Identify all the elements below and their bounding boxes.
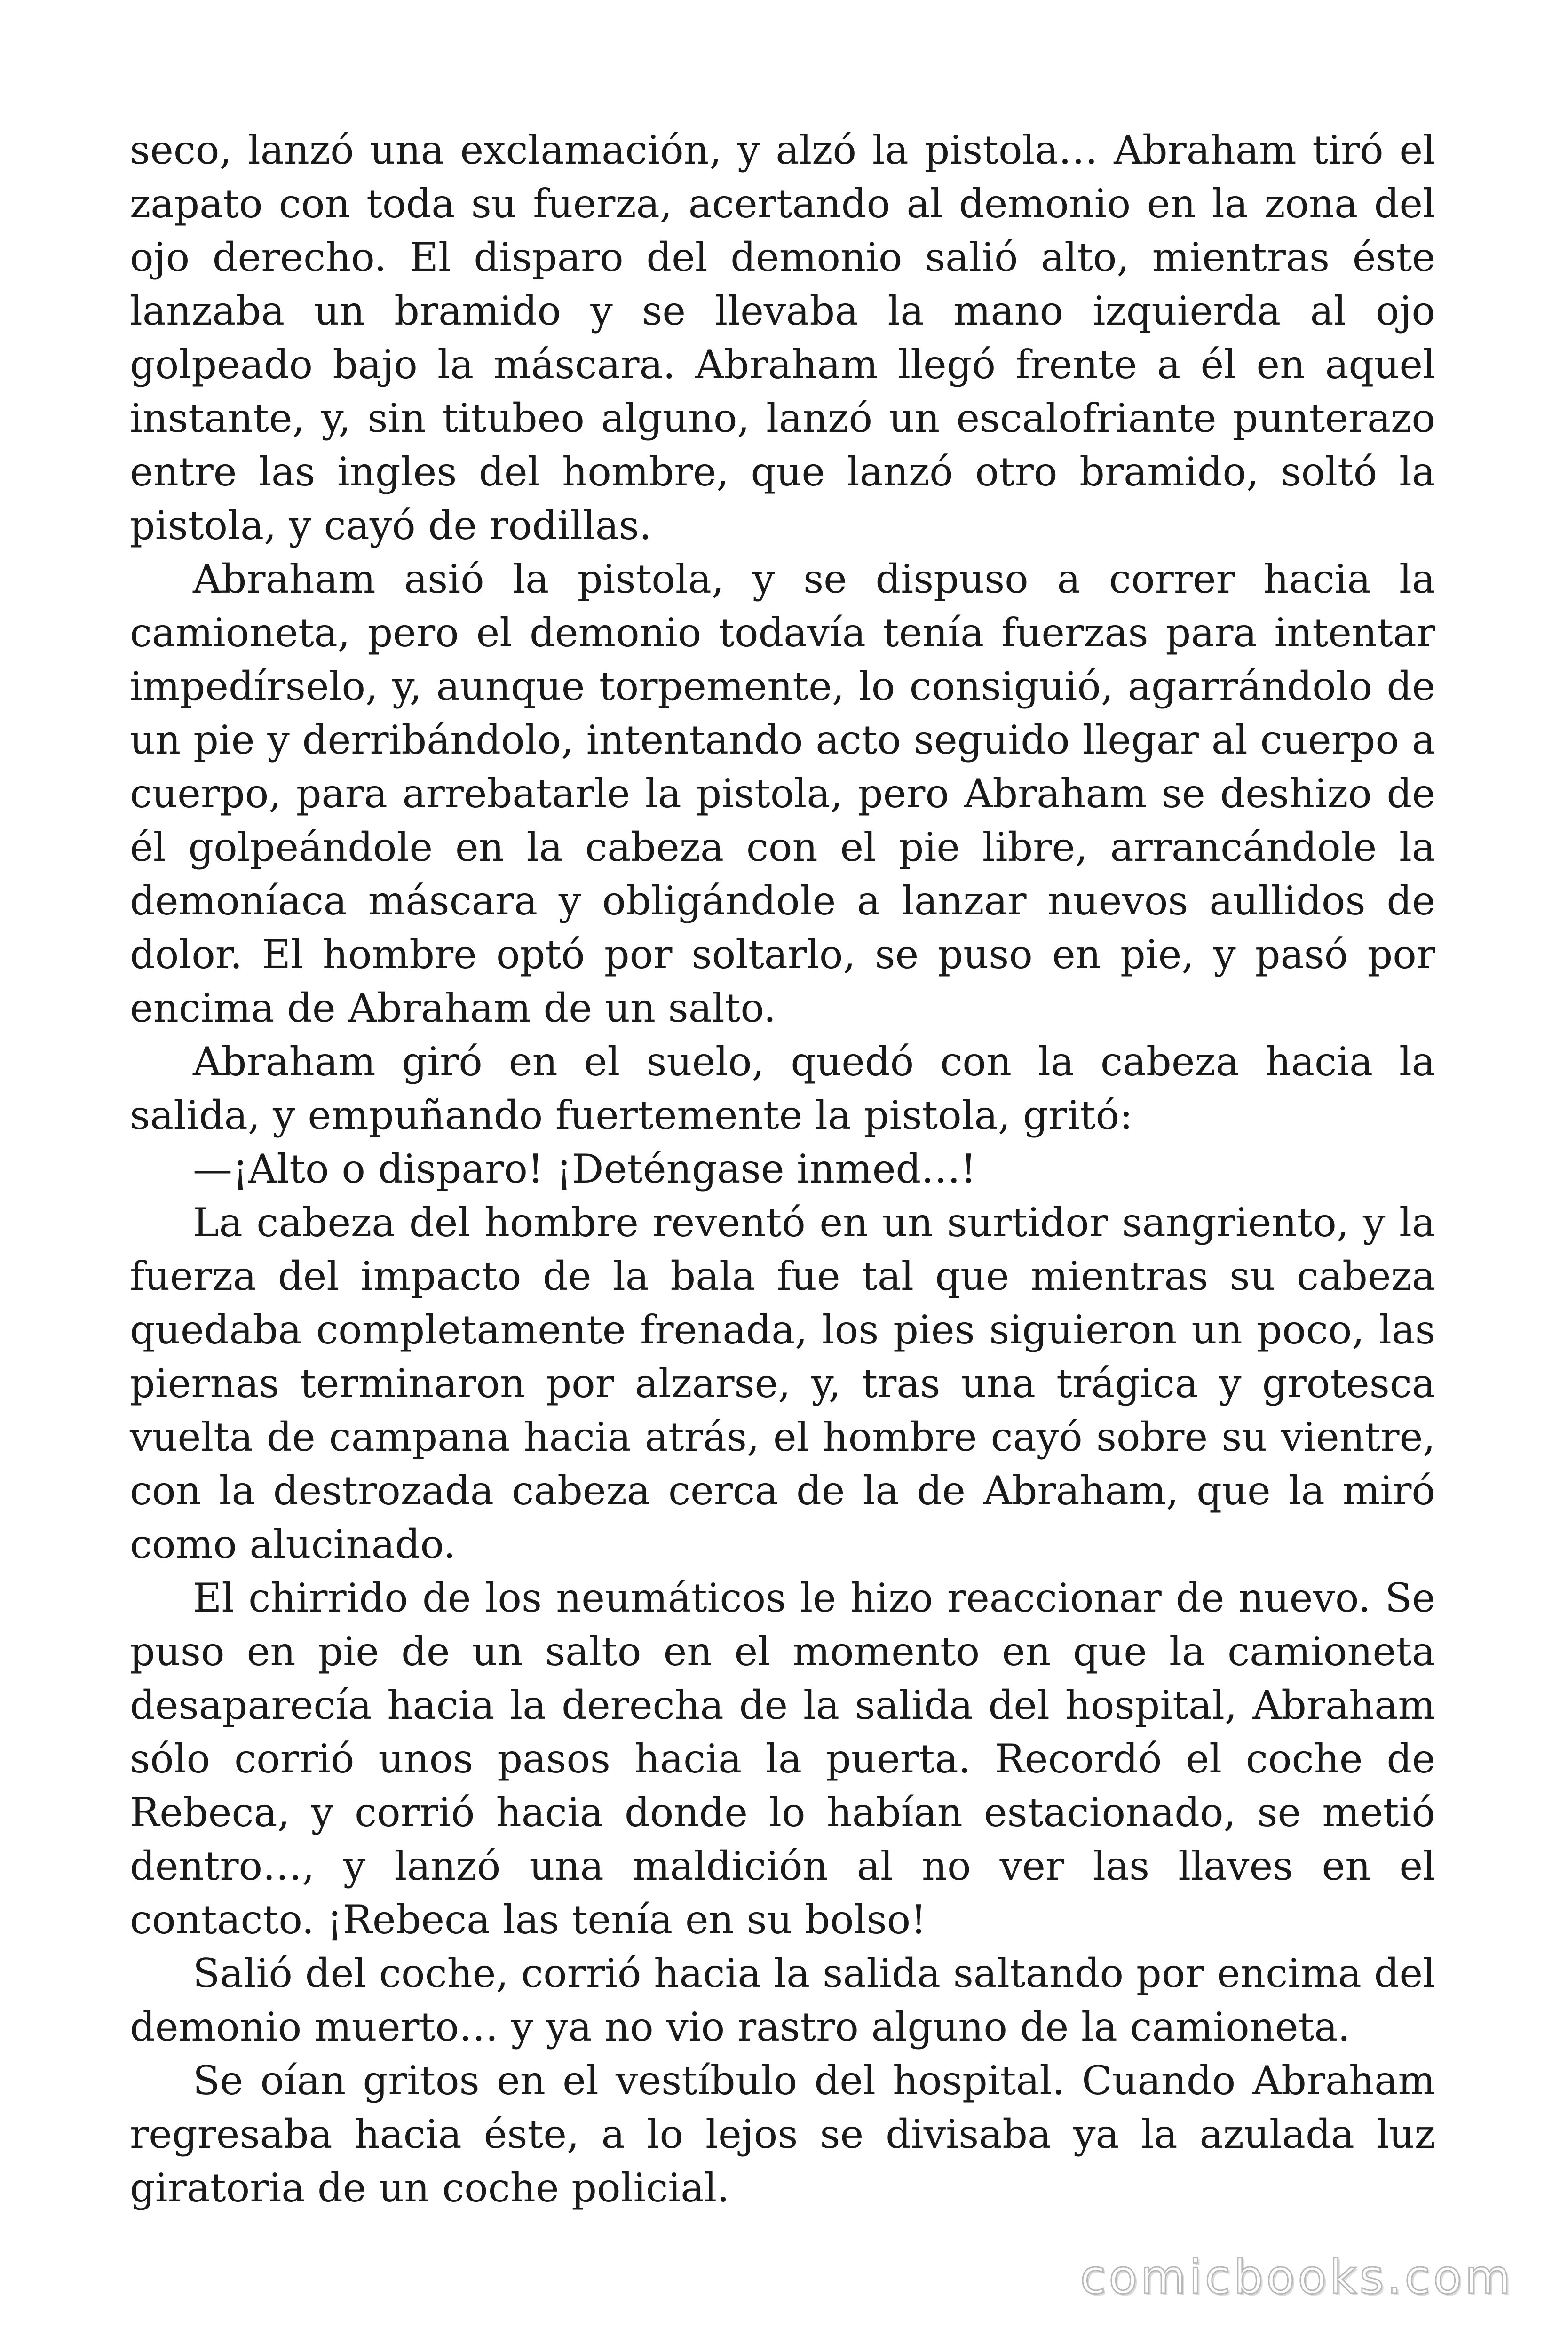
paragraph-2: Abraham asió la pistola, y se dispuso a correr hacia la camioneta, pero el demonio todavía tenía fuerzas para intentar impedírselo, y, aunque torpemente, lo consiguió, agarrándolo de un pie y derribándolo, intentando acto seguido llegar al cuerpo a cuerpo, para arrebatarle la pistola, pero Abraham se deshizo de él golpeándole en la cabeza con el pie libre, arrancándole la demoníaca máscara y obligándole a lanzar nuevos aullidos de dolor. El hombre optó por soltarlo, se puso en pie, y pasó por encima de Abraham de un salto. <box>130 556 1435 1031</box>
paragraph-1: seco, lanzó una exclamación, y alzó la pistola… Abraham tiró el zapato con toda su fuerza, acertando al demonio en la zona del ojo derecho. El disparo del demonio salió alto, mientras éste lanzaba un bramido y se llevaba la mano izquierda al ojo golpeado bajo la máscara. Abraham llegó frente a él en aquel instante, y, sin titubeo alguno, lanzó un escalofriante punterazo entre las ingles del hombre, que lanzó otro bramido, soltó la pistola, y cayó de rodillas. <box>130 127 1435 548</box>
paragraph-3: Abraham giró en el suelo, quedó con la cabeza hacia la salida, y empuñando fuertemente la pistola, gritó: <box>130 1039 1435 1138</box>
body-text <box>130 123 1435 2215</box>
paragraph-8: Se oían gritos en el vestíbulo del hospital. Cuando Abraham regresaba hacia éste, a lo lejos se divisaba ya la azulada luz giratoria de un coche policial. <box>130 2058 1435 2211</box>
paragraph-7: Salió del coche, corrió hacia la salida saltando por encima del demonio muerto… y ya no vio rastro alguno de la camioneta. <box>130 1950 1435 2050</box>
paragraph-5: La cabeza del hombre reventó en un surtidor sangriento, y la fuerza del impacto de la bala fue tal que mientras su cabeza quedaba completamente frenada, los pies siguieron un poco, las piernas terminaron por alzarse, y, tras una trágica y grotesca vuelta de campana hacia atrás, el hombre cayó sobre su vientre, con la destrozada cabeza cerca de la de Abraham, que la miró como alucinado. <box>130 1200 1435 1567</box>
paragraph-4-dialogue: —¡Alto o disparo! ¡Deténgase inmed…! <box>193 1146 976 1192</box>
paragraph-6: El chirrido de los neumáticos le hizo reaccionar de nuevo. Se puso en pie de un salto en el momento en que la camioneta desaparecía hacia la derecha de la salida del hospital, Abraham sólo corrió unos pasos hacia la puerta. Recordó el coche de Rebeca, y corrió hacia donde lo habían estacionado, se metió dentro…, y lanzó una maldición al no ver las llaves en el contacto. ¡Rebeca las tenía en su bolso! <box>130 1575 1435 1943</box>
watermark-logo: comicbooks.com <box>1080 2249 1513 2304</box>
